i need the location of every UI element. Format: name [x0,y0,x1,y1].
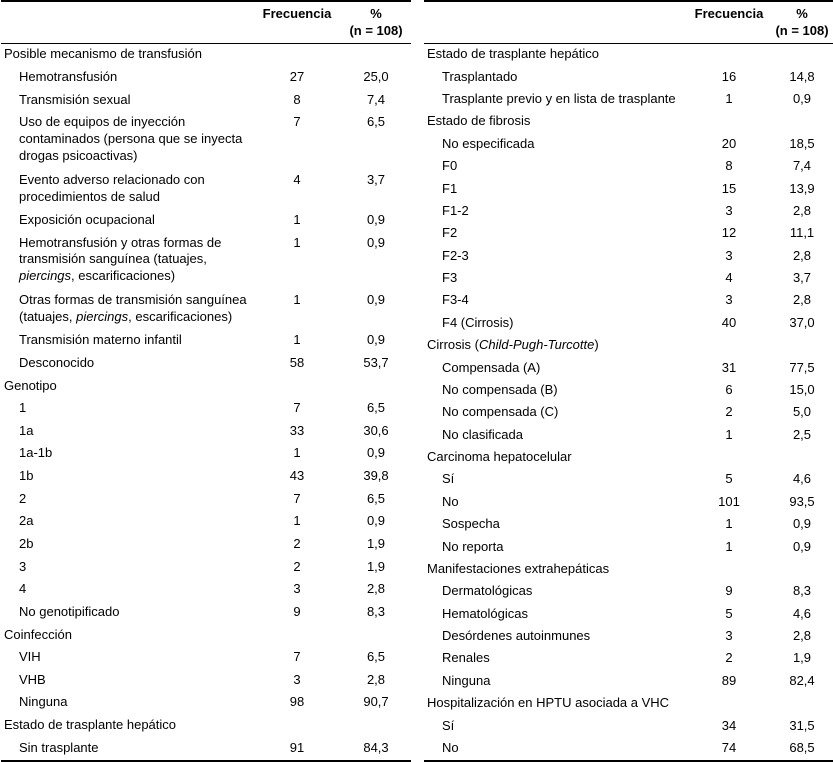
row-frequency: 2 [293,536,301,551]
row-percent: 15,0 [789,381,815,397]
row-label: Ninguna [19,694,68,710]
row-percent: 82,4 [789,672,815,688]
row-percent: 0,9 [792,91,812,107]
table-row [424,469,833,491]
row-percent: 6,5 [366,490,386,506]
row-label: F2-3 [442,247,469,263]
row-frequency: 1 [293,234,301,250]
section-row [424,43,833,66]
row-label: No reporta [442,538,504,554]
row-percent: 2,8 [366,671,386,687]
row-label: VHB [19,671,46,687]
table-row [424,223,833,245]
row-label: Transmisión sexual [19,91,131,107]
table-row [1,169,411,209]
row-percent: 11,1 [789,225,815,241]
table-row [424,357,833,379]
table-row [1,466,411,489]
header-percent [341,1,411,43]
row-frequency: 1 [293,332,301,348]
row-frequency: 3 [725,202,733,218]
row-frequency: 1 [725,516,733,532]
label-segment: ) [594,337,599,353]
row-frequency: 1 [293,211,301,227]
table-row [424,133,833,155]
row-label: 2b [19,536,34,551]
row-label: Compensada (A) [442,359,541,375]
section-title: Genotipo [4,377,57,393]
label-segment: , escarificaciones) [71,268,176,284]
row-label: Uso de equipos de inyección contaminados (persona que se inyecta drogas psicoactivas) [19,114,243,163]
table-row [1,330,411,353]
row-label: Ninguna [442,672,491,688]
row-frequency: 1 [293,292,301,308]
row-percent: 1,9 [366,558,386,574]
label-segment: , escarificaciones) [128,309,233,325]
row-percent: 13,9 [789,180,815,196]
header-empty-cell [424,1,688,43]
row-percent: 14,8 [789,68,815,84]
row-label: No genotipificado [19,603,120,619]
row-label: 2a [19,513,34,529]
row-label: 1b [19,468,34,484]
row-label: F1-2 [442,202,469,218]
table-left [1,0,411,762]
row-percent: 1,9 [792,650,812,666]
table-row [1,290,411,330]
section-title: Estado de trasplante hepático [427,46,600,62]
table-row [424,245,833,267]
table-row [1,66,411,89]
section-row [1,715,411,738]
table-row [424,424,833,446]
row-label: Hemotransfusión [19,68,118,84]
row-percent: 37,0 [789,314,815,330]
table-row [424,603,833,625]
row-label: No [442,739,459,755]
row-frequency: 2 [725,650,733,666]
header-n-label: (n = 108) [349,22,403,38]
row-percent: 8,3 [366,603,386,619]
table-row [1,647,411,670]
table-row [1,112,411,170]
header-empty-cell [1,1,253,43]
table-row [424,89,833,111]
section-title: Carcinoma hepatocelular [427,449,572,465]
row-label: No compensada (B) [442,381,558,397]
row-label: F3 [442,270,458,286]
row-label: Desconocido [19,354,95,370]
row-label: F2 [442,225,458,241]
section-row [424,447,833,469]
row-frequency: 4 [725,270,733,286]
section-row [1,375,411,398]
table-row [1,89,411,112]
row-frequency: 16 [721,68,737,84]
row-percent: 84,3 [363,739,389,755]
row-frequency: 1 [293,445,301,461]
row-frequency: 33 [289,422,305,438]
row-label: Evento adverso relacionado con procedimientos de salud [19,171,205,204]
row-frequency: 3 [725,247,733,263]
row-label: No clasificada [442,426,523,442]
row-label: VIH [19,649,41,665]
table-row [1,534,411,557]
row-frequency: 34 [721,717,737,733]
row-label: Sin trasplante [19,739,99,755]
row-percent: 7,4 [792,158,812,174]
section-title: Estado de fibrosis [427,113,531,129]
table-row [424,290,833,312]
row-frequency: 4 [293,171,301,187]
row-label [1,232,253,290]
row-frequency: 98 [289,694,305,710]
row-percent: 4,6 [792,471,812,487]
table-row [424,312,833,334]
row-percent: 39,8 [363,468,389,484]
table-row [1,398,411,421]
header-n-label: (n = 108) [775,22,829,38]
row-frequency: 27 [289,68,305,84]
row-label: F4 (Cirrosis) [442,314,514,330]
section-row [1,624,411,647]
row-frequency: 6 [725,381,733,397]
table-body-right [424,43,833,761]
row-percent: 25,0 [363,68,389,84]
row-frequency: 5 [725,605,733,621]
row-frequency: 3 [293,581,301,597]
table-row [1,443,411,466]
header-percent [770,1,833,43]
row-frequency: 40 [721,314,737,330]
label-italic-segment: piercings [76,309,129,325]
table-row [1,737,411,761]
row-label: Hematológicas [442,605,528,621]
label-italic-segment: piercings [19,268,72,284]
row-label: 1a [19,422,34,438]
row-percent: 2,8 [366,581,386,597]
row-label: Dermatológicas [442,583,533,599]
row-percent: 8,3 [792,583,812,599]
table-row [424,715,833,737]
row-frequency: 7 [293,114,301,130]
row-frequency: 91 [289,739,305,755]
row-percent: 90,7 [363,694,389,710]
row-percent: 68,5 [789,739,815,755]
row-percent: 3,7 [366,171,386,187]
row-label: 3 [19,558,27,574]
table-row [424,581,833,603]
row-frequency: 3 [725,292,733,308]
row-percent: 31,5 [789,717,815,733]
header-percent-sign: % [370,6,382,21]
row-percent: 0,9 [792,538,812,554]
row-percent: 53,7 [363,354,389,370]
row-label: Sospecha [442,516,500,532]
section-row [424,558,833,580]
row-percent: 0,9 [366,292,386,308]
row-label: 4 [19,581,27,597]
section-row [424,693,833,715]
row-frequency: 2 [725,404,733,420]
label-segment: Cirrosis ( [427,337,479,353]
row-label: 2 [19,490,27,506]
label-segment: Otras formas de transmisión sanguínea (tatuajes, [19,292,247,325]
row-percent: 0,9 [366,445,386,461]
table-row [1,579,411,602]
row-label: No [442,493,459,509]
section-row [424,111,833,133]
row-frequency: 9 [293,603,301,619]
row-percent: 0,9 [366,332,386,348]
row-percent: 18,5 [789,135,815,151]
row-label: No especificada [442,135,535,151]
row-frequency: 89 [721,672,737,688]
header-frecuencia: Frecuencia [253,1,341,43]
table-row [424,536,833,558]
table-row [1,692,411,715]
row-frequency: 74 [721,739,737,755]
table-row [1,601,411,624]
table-row [424,178,833,200]
table-row [424,156,833,178]
row-percent: 2,5 [792,426,812,442]
row-percent: 4,6 [792,605,812,621]
table-row [1,488,411,511]
section-title: Manifestaciones extrahepáticas [427,560,610,576]
row-label: Desórdenes autoinmunes [442,628,591,644]
row-label: Trasplantado [442,68,518,84]
table-row [424,402,833,424]
table-row [424,670,833,692]
table-row [1,209,411,232]
row-percent: 0,9 [366,211,386,227]
row-frequency: 3 [725,628,733,644]
section-title: Coinfección [4,626,72,642]
table-row [424,737,833,761]
table-right [424,0,833,762]
row-percent: 2,8 [792,247,812,263]
row-label: 1 [19,400,27,416]
label-italic-segment: Child-Pugh-Turcotte [479,337,595,353]
header-frecuencia: Frecuencia [688,1,770,43]
row-label: F3-4 [442,292,469,308]
row-label [1,290,253,330]
row-label: F0 [442,158,458,174]
row-frequency: 7 [293,490,301,506]
table-row [1,232,411,290]
section-row [1,43,411,66]
row-label: Trasplante previo y en lista de trasplante [442,91,676,107]
table-row [424,66,833,88]
table-row [424,648,833,670]
row-percent: 5,0 [792,404,812,420]
row-frequency: 8 [725,158,733,174]
row-frequency: 2 [293,558,301,574]
table-row [424,379,833,401]
table-body-left [1,43,411,761]
label-segment: Hemotransfusión y otras formas de transmisión sanguínea (tatuajes, [19,234,222,267]
row-percent: 30,6 [363,422,389,438]
table-row [424,626,833,648]
row-percent: 3,7 [792,270,812,286]
row-frequency: 20 [721,135,737,151]
table-row [424,491,833,513]
row-percent: 2,8 [792,628,812,644]
row-percent: 0,9 [366,513,386,529]
row-frequency: 12 [721,225,737,241]
header-row [424,1,833,43]
row-label: Exposición ocupacional [19,211,155,227]
row-percent: 6,5 [366,400,386,416]
section-title: Hospitalización en HPTU asociada a VHC [427,695,670,711]
table-row [1,669,411,692]
table-row [1,556,411,579]
row-label: F1 [442,180,458,196]
row-label: Sí [442,717,455,733]
row-frequency: 8 [293,91,301,107]
row-percent: 0,9 [366,234,386,250]
row-frequency: 43 [289,468,305,484]
section-title [424,335,833,357]
row-frequency: 1 [293,513,301,529]
row-frequency: 1 [725,91,733,107]
row-frequency: 3 [293,671,301,687]
row-frequency: 7 [293,649,301,665]
row-frequency: 15 [721,180,737,196]
row-label: Sí [442,471,455,487]
row-label: 1a-1b [19,445,53,461]
table-row [1,352,411,375]
header-row [1,1,411,43]
row-percent: 0,9 [792,516,812,532]
row-label: Transmisión materno infantil [19,332,182,348]
section-row [424,335,833,357]
row-frequency: 1 [725,426,733,442]
row-frequency: 1 [725,538,733,554]
row-frequency: 5 [725,471,733,487]
row-label: Renales [442,650,490,666]
table-row [1,511,411,534]
row-percent: 6,5 [366,649,386,665]
row-percent: 1,9 [366,536,386,551]
table-row [1,420,411,443]
row-percent: 6,5 [366,114,386,130]
row-percent: 7,4 [366,91,386,107]
section-title: Posible mecanismo de transfusión [4,46,202,62]
row-frequency: 58 [289,354,305,370]
header-percent-sign: % [796,6,808,21]
table-row [424,514,833,536]
row-label: No compensada (C) [442,404,559,420]
row-percent: 2,8 [792,292,812,308]
table-row [424,200,833,222]
row-percent: 93,5 [789,493,815,509]
row-percent: 2,8 [792,202,812,218]
row-frequency: 7 [293,400,301,416]
section-title: Estado de trasplante hepático [4,717,177,733]
row-frequency: 9 [725,583,733,599]
row-percent: 77,5 [789,359,815,375]
table-row [424,268,833,290]
row-frequency: 101 [718,493,740,509]
row-frequency: 31 [721,359,737,375]
